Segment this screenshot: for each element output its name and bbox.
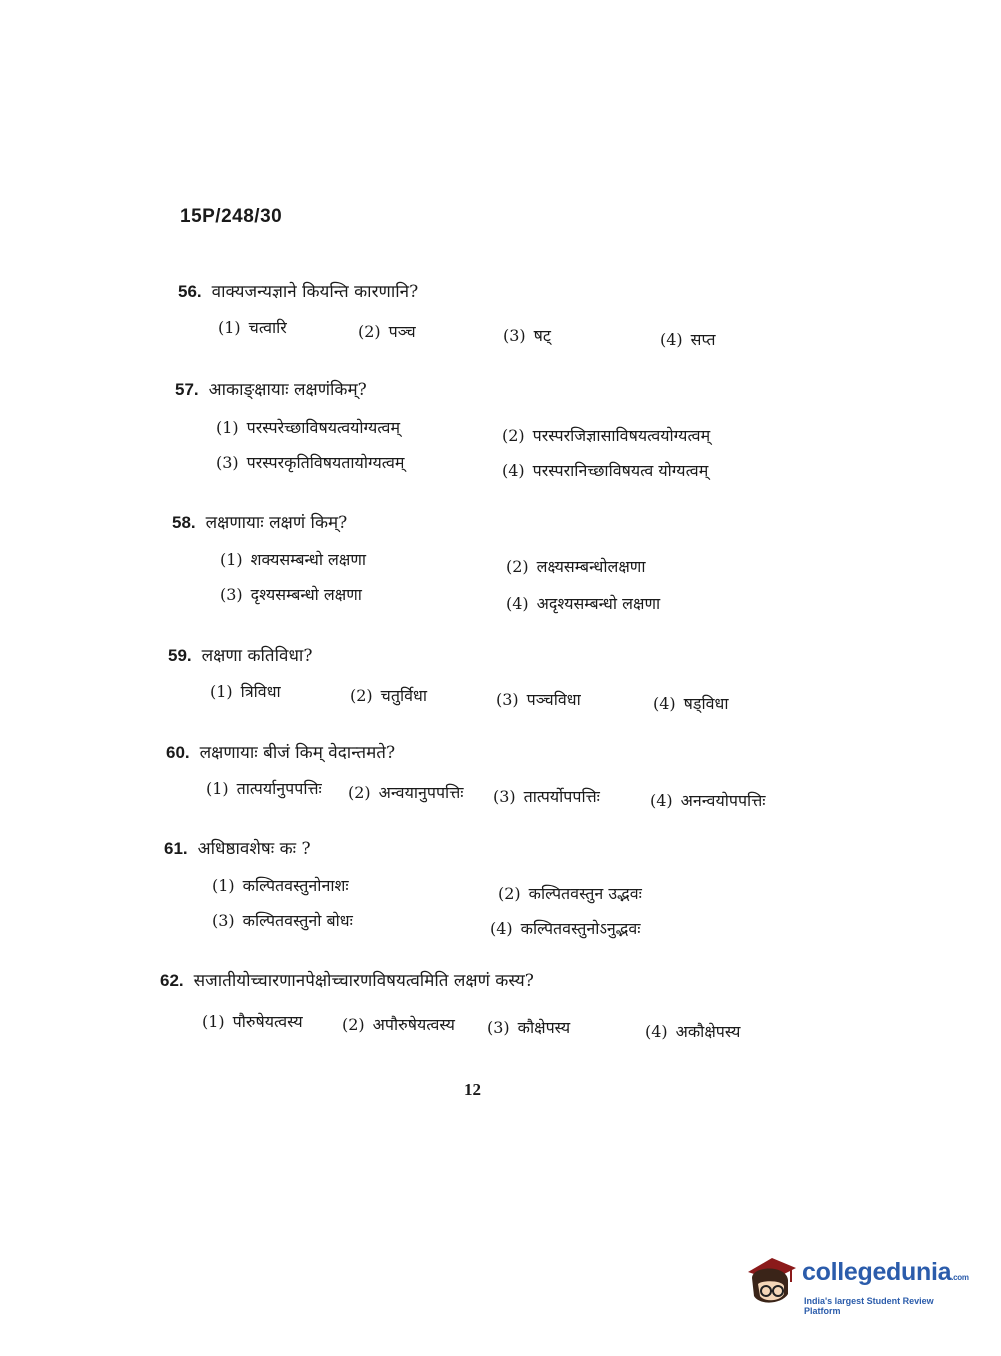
logo-wordmark: collegedunia.com xyxy=(802,1258,969,1286)
option-58-3: (3) दृश्यसम्बन्धो लक्षणा xyxy=(220,585,362,604)
option-61-1: (1) कल्पितवस्तुनोनाशः xyxy=(212,876,349,895)
question-number: 62. xyxy=(160,971,184,990)
question-58 xyxy=(172,510,347,533)
option-57-3: (3) परस्परकृतिविषयतायोग्यत्वम् xyxy=(216,453,405,472)
option-57-1: (1) परस्परेच्छाविषयत्वयोग्यत्वम् xyxy=(216,418,401,437)
question-number: 60. xyxy=(166,743,190,762)
question-number: 56. xyxy=(178,282,202,301)
question-number: 61. xyxy=(164,839,188,858)
option-62-2: (2) अपौरुषेयत्वस्य xyxy=(342,1015,455,1034)
question-text: लक्षणायाः बीजं किम् वेदान्तमते? xyxy=(199,743,396,763)
collegedunia-logo xyxy=(742,1250,972,1320)
option-62-4: (4) अकौक्षेपस्य xyxy=(645,1022,741,1041)
option-62-3: (3) कौक्षेपस्य xyxy=(487,1018,571,1037)
question-57 xyxy=(175,377,367,400)
option-60-2: (2) अन्वयानुपपत्तिः xyxy=(348,783,464,802)
option-58-1: (1) शक्यसम्बन्धो लक्षणा xyxy=(220,550,367,569)
question-text: सजातीयोच्चारणानपेक्षोच्चारणविषयत्वमिति लक्षणं कस्य? xyxy=(193,971,534,991)
page-number: 12 xyxy=(464,1080,481,1099)
question-number: 57. xyxy=(175,380,199,399)
question-60 xyxy=(166,740,395,763)
option-56-3: (3) षट् xyxy=(503,326,551,345)
question-text: आकाङ्क्षायाः लक्षणंकिम्? xyxy=(208,380,367,400)
option-58-4: (4) अदृश्यसम्बन्धो लक्षणा xyxy=(506,594,661,613)
option-60-1: (1) तात्पर्यानुपपत्तिः xyxy=(206,779,322,798)
option-61-3: (3) कल्पितवस्तुनो बोधः xyxy=(212,911,353,930)
option-61-2: (2) कल्पितवस्तुन उद्भवः xyxy=(498,884,642,903)
question-text: लक्षणा कतिविधा? xyxy=(201,646,313,666)
question-text: वाक्यजन्यज्ञाने कियन्ति कारणानि? xyxy=(211,282,419,302)
option-56-4: (4) सप्त xyxy=(660,330,716,349)
option-59-1: (1) त्रिविधा xyxy=(210,682,281,701)
option-56-2: (2) पञ्च xyxy=(358,322,416,341)
option-62-1: (1) पौरुषेयत्वस्य xyxy=(202,1012,303,1031)
question-56 xyxy=(178,279,418,302)
option-58-2: (2) लक्ष्यसम्बन्धोलक्षणा xyxy=(506,557,646,576)
mascot-icon xyxy=(742,1250,800,1310)
paper-code: 15P/248/30 xyxy=(180,206,283,227)
question-62 xyxy=(160,968,534,991)
question-text: लक्षणायाः लक्षणं किम्? xyxy=(205,513,348,533)
option-60-3: (3) तात्पर्योपपत्तिः xyxy=(493,787,600,806)
question-number: 58. xyxy=(172,513,196,532)
question-59 xyxy=(168,643,312,666)
logo-tagline: India's largest Student Review Platform xyxy=(804,1296,934,1316)
option-59-3: (3) पञ्चविधा xyxy=(496,690,581,709)
option-60-4: (4) अनन्वयोपपत्तिः xyxy=(650,791,766,810)
option-56-1: (1) चत्वारि xyxy=(218,318,287,337)
question-number: 59. xyxy=(168,646,192,665)
option-57-4: (4) परस्परानिच्छाविषयत्व योग्यत्वम् xyxy=(502,461,709,480)
question-61 xyxy=(164,836,311,859)
option-57-2: (2) परस्परजिज्ञासाविषयत्वयोग्यत्वम् xyxy=(502,426,711,445)
option-61-4: (4) कल्पितवस्तुनोऽनुद्भवः xyxy=(490,919,641,938)
option-59-2: (2) चतुर्विधा xyxy=(350,686,427,705)
question-text: अधिष्ठावशेषः कः ? xyxy=(197,839,311,859)
option-59-4: (4) षड्विधा xyxy=(653,694,729,713)
